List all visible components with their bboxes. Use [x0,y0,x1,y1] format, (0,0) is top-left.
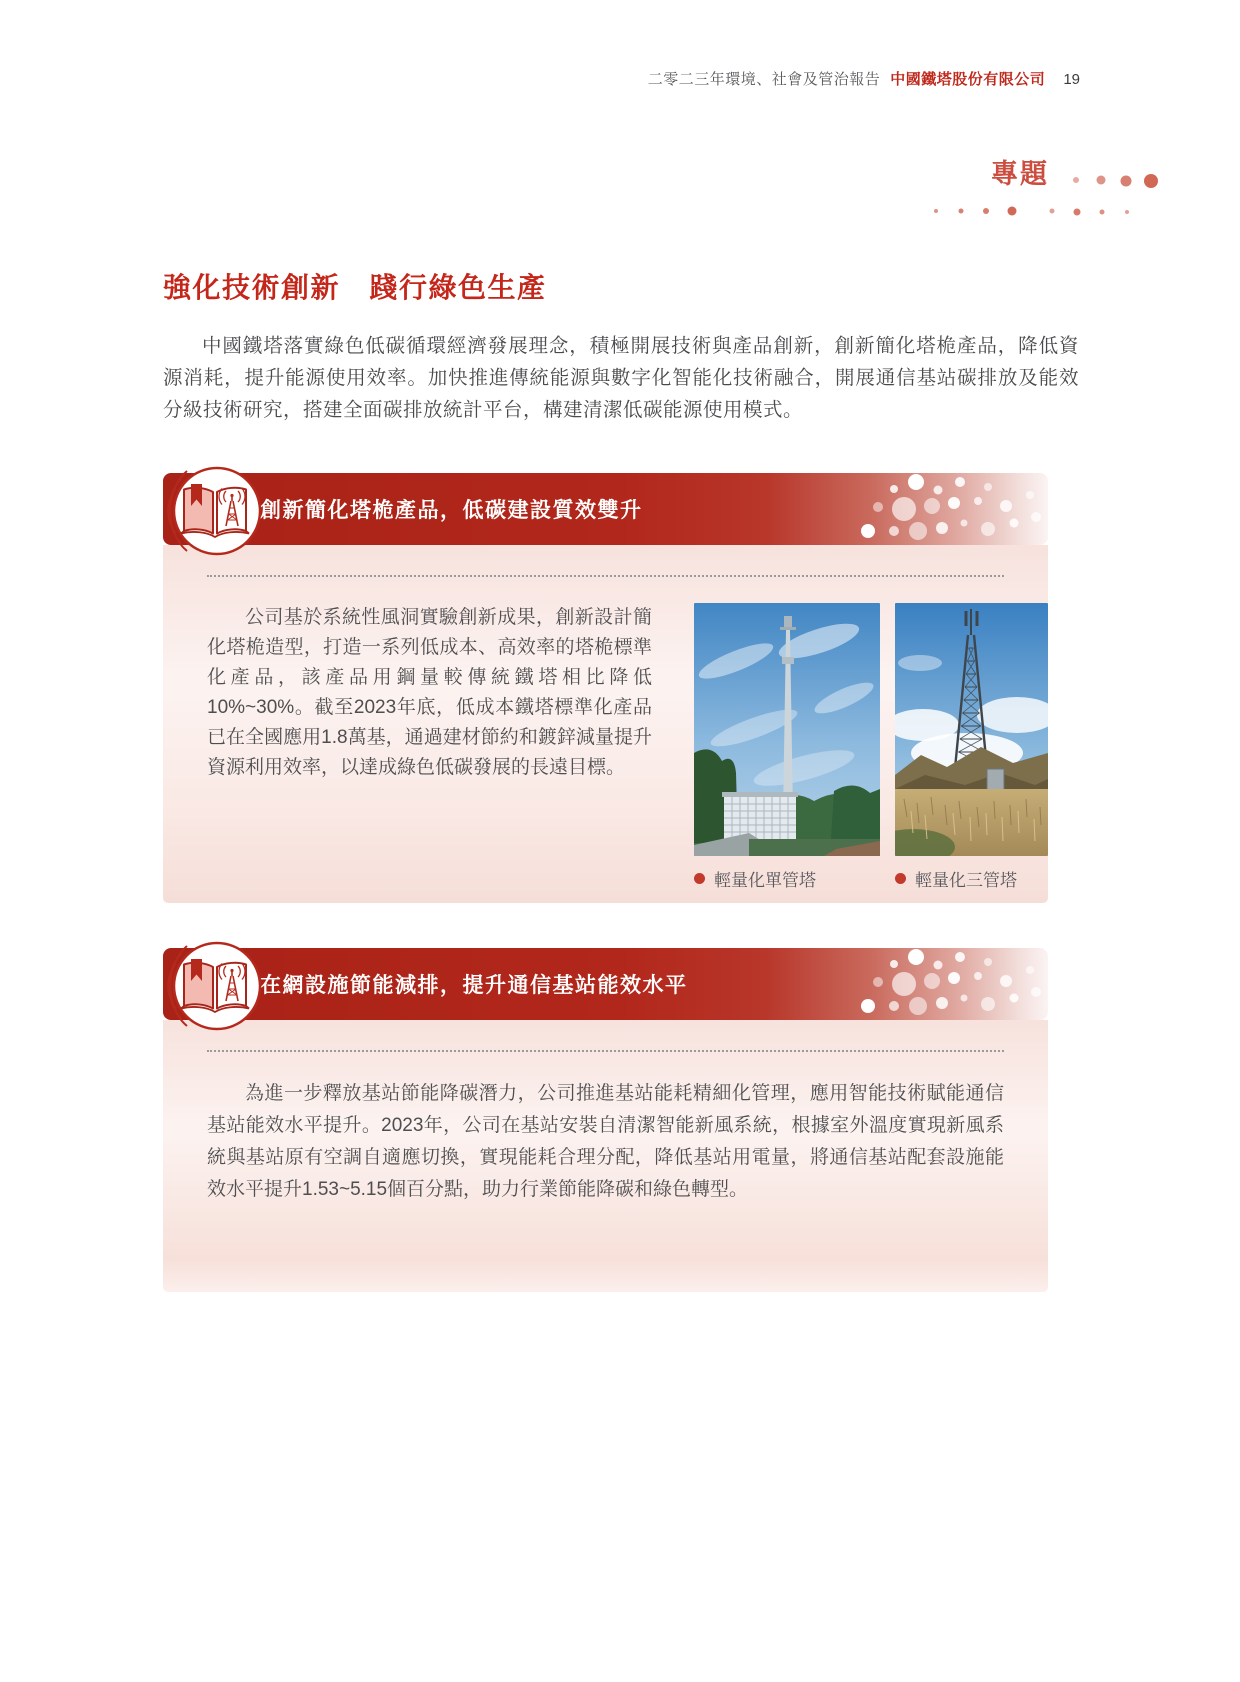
feature-section-innovation [163,473,1048,903]
feature-section-energy-saving [163,948,1048,1293]
company-name: 中國鐵塔股份有限公司 [890,71,1046,88]
intro-paragraph: 中國鐵塔落實綠色低碳循環經濟發展理念，積極開展技術與產品創新，創新簡化塔桅產品，降低資源消耗，提升能源使用效率。加快推進傳統能源與數字化智能化技術融合，開展通信基站碳排放及能效分級技術研究，搭建全面碳排放統計平台，構建清潔低碳能源使用模式。 [163,335,1079,421]
feature-banner-title: 在網設施節能減排，提升通信基站能效水平 [260,974,688,997]
page-header [648,68,1080,89]
feature-banner [163,948,1048,1020]
banner-dots-decoration [838,473,1048,545]
caption-bullet-icon [895,873,906,884]
photo-monopole-tower [694,603,880,891]
feature-banner [163,473,1048,545]
photo-caption: 輕量化單管塔 [714,871,816,890]
feature-banner-title: 創新簡化塔桅產品，低碳建設質效雙升 [260,499,643,522]
book-and-telecom-tower-icon [153,459,265,563]
caption-bullet-icon [694,873,705,884]
topic-label: 專題 [991,159,1049,189]
topic-dots-decoration [930,168,1170,223]
feature-content-panel [163,545,1048,903]
page-number: 19 [1063,71,1080,88]
feature-paragraph: 為進一步釋放基站節能降碳潛力，公司推進基站能耗精細化管理，應用智能技術賦能通信基站能效水平提升。2023年，公司在基站安裝自清潔智能新風系統，根據室外溫度實現新風系統與基站原有空調自適應切換，實現能耗合理分配，降低基站用電量，將通信基站配套設施能效水平提升1.53~5.15個百分點，助力行業節能降碳和綠色轉型。 [207,1083,1004,1200]
feature-content-panel [163,1020,1048,1292]
report-title: 二零二三年環境、社會及管治報告 [647,71,881,88]
book-and-telecom-tower-icon [153,934,265,1038]
page-title: 強化技術創新 踐行綠色生產 [163,272,547,303]
photo-caption: 輕量化三管塔 [915,871,1017,890]
banner-dots-decoration [838,948,1048,1020]
feature-paragraph: 公司基於系統性風洞實驗創新成果，創新設計簡化塔桅造型，打造一系列低成本、高效率的塔桅標準化產品，該產品用鋼量較傳統鐵塔相比降低10%~30%。截至2023年底，低成本鐵塔標準化產品已在全國應用1.8萬基，通過建材節約和鍍鋅減量提升資源利用效率，以達成綠色低碳發展的長遠目標。 [207,607,652,778]
photo-lattice-tower [895,603,1048,891]
